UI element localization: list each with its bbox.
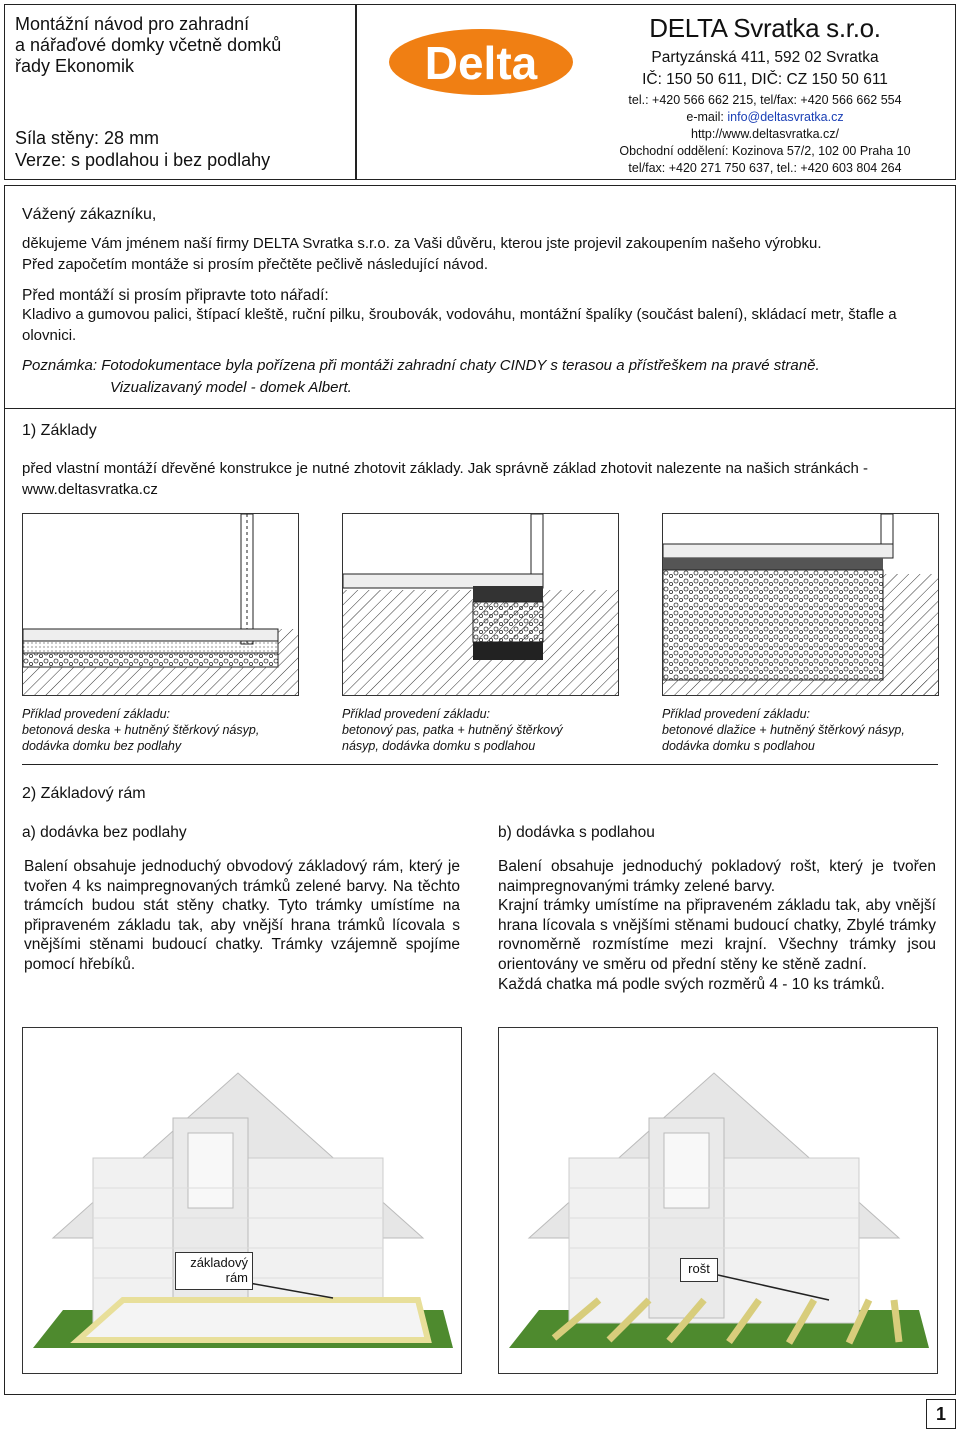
option-a-text: Balení obsahuje jednoduchý obvodový základový rám, který je tvořen 4 ks naimpregnovaných trámků zelené barvy. Na těchto trámcích budou stát stěny chatky. Tyto trámky umístíme na připraveném základu tak, aby vnější hrana trámků lícovala s vnějšími stěnami budoucí chatky. Trámky vzájemně spojíme pomocí hřebíků. (24, 858, 460, 973)
company-web[interactable]: http://www.deltasvratka.cz/ (691, 127, 839, 141)
company-name: DELTA Svratka s.r.o. (649, 13, 881, 43)
section-1-text: před vlastní montáží dřevěné konstrukce je nutné zhotovit základy. Jak správně základ zhotovit nalezente na našich stránkách - www.deltasvratka.cz (22, 460, 869, 498)
section-2-heading: 2) Základový rám (22, 785, 146, 802)
caption-line: násyp, dodávka domku s podlahou (342, 739, 536, 753)
foundation-slab-drawing (23, 514, 299, 696)
option-b-paragraph: Krajní trámky umístíme na připraveném základu tak, aby vnější hrana lícovala s vnějšími stěnami budoucí chatky, Zbylé trámky rovnoměrně rozmístíme mezi krajní. Všechny trámky jsou orientovány ve směru od přední stěny ke stěně zadní. (498, 897, 936, 973)
caption-slab (22, 706, 322, 754)
shed-joist-figure (498, 1027, 938, 1374)
foundation-figure-slab (22, 513, 299, 696)
caption-line: betonový pas, patka + hutněný štěrkový (342, 723, 563, 737)
option-b-paragraph: Balení obsahuje jednoduchý pokladový rošt, který je tvořen naimpregnovanými trámky zelené barvy. (498, 858, 936, 895)
foundation-strip-drawing (343, 514, 619, 696)
label-line: základový (190, 1255, 248, 1270)
label-line: rám (225, 1270, 248, 1285)
header-right-panel (356, 4, 956, 180)
email-label: e-mail: (686, 110, 728, 124)
caption-line: betonové dlažice + hutněný štěrkový násyp, (662, 723, 905, 737)
option-a-title: a) dodávka bez podlahy (22, 824, 187, 841)
caption-line: betonová deska + hutněný štěrkový násyp, (22, 723, 260, 737)
foundation-figure-paving (662, 513, 939, 696)
divider (4, 408, 956, 409)
joist-label: rošt (680, 1258, 718, 1282)
header-left-panel (4, 4, 356, 180)
caption-line: Příklad provedení základu: (342, 707, 491, 721)
document-specs (15, 127, 345, 171)
intro-text (22, 233, 942, 275)
shed-frame-figure (22, 1027, 462, 1374)
shed-joist-drawing (499, 1028, 938, 1374)
title-line: řady Ekonomik (15, 56, 135, 76)
caption-strip (342, 706, 642, 754)
title-line: a nářaďové domky včetně domků (15, 35, 282, 55)
document-title (15, 14, 345, 77)
email-link[interactable]: info@deltasvratka.cz (727, 110, 844, 124)
read-text: Před započetím montáže si prosím přečtěte pečlivě následující návod. (22, 256, 489, 273)
caption-line: dodávka domku s podlahou (662, 739, 815, 753)
company-ids: IČ: 150 50 611, DIČ: CZ 150 50 611 (642, 71, 888, 88)
delta-logo (387, 27, 575, 97)
note-text: Poznámka: Fotodokumentace byla pořízena při montáži zahradní chaty CINDY s terasou a přístřeškem na pravé straně. (22, 357, 820, 374)
foundation-figure-strip (342, 513, 619, 696)
caption-line: Příklad provedení základu: (22, 707, 171, 721)
thanks-text: děkujeme Vám jménem naší firmy DELTA Svratka s.r.o. za Vaši důvěru, kterou jste projevil zakoupením našeho výrobku. (22, 235, 822, 252)
foundation-paving-drawing (663, 514, 939, 696)
shed-frame-drawing (23, 1028, 462, 1374)
logo-text: Delta (424, 37, 538, 89)
option-b-text (498, 857, 936, 994)
company-phone: tel.: +420 566 662 215, tel/fax: +420 566 662 554 (628, 93, 902, 107)
frame-label (175, 1252, 253, 1290)
company-address: Partyzánská 411, 592 02 Svratka (651, 49, 879, 66)
caption-paving (662, 706, 952, 754)
tools-heading: Před montáží si prosím připravte toto nářadí: (22, 287, 329, 304)
option-b-paragraph: Každá chatka má podle svých rozměrů 4 - 10 ks trámků. (498, 975, 885, 993)
caption-line: Příklad provedení základu: (662, 707, 811, 721)
company-office: Obchodní oddělení: Kozinova 57/2, 102 00 Praha 10 (619, 144, 911, 158)
greeting: Vážený zákazníku, (22, 206, 157, 223)
title-line: Montážní návod pro zahradní (15, 14, 250, 34)
company-office-phone: tel/fax: +420 271 750 637, tel.: +420 603 804 264 (628, 161, 902, 175)
wall-thickness: Síla stěny: 28 mm (15, 128, 160, 148)
version-info: Verze: s podlahou i bez podlahy (15, 150, 271, 170)
divider (22, 764, 938, 765)
option-b-title: b) dodávka s podlahou (498, 824, 655, 841)
company-email (585, 110, 945, 124)
note-model: Vizualizavaný model - domek Albert. (110, 379, 352, 396)
section-1-heading: 1) Základy (22, 422, 97, 439)
tools-list: Kladivo a gumovou palici, štípací kleště, ruční pilku, šroubovák, vodováhu, montážní špalíky (součást balení), skládací metr, štafle a olovnici. (22, 306, 897, 344)
caption-line: dodávka domku bez podlahy (22, 739, 182, 753)
page-number: 1 (926, 1399, 956, 1429)
